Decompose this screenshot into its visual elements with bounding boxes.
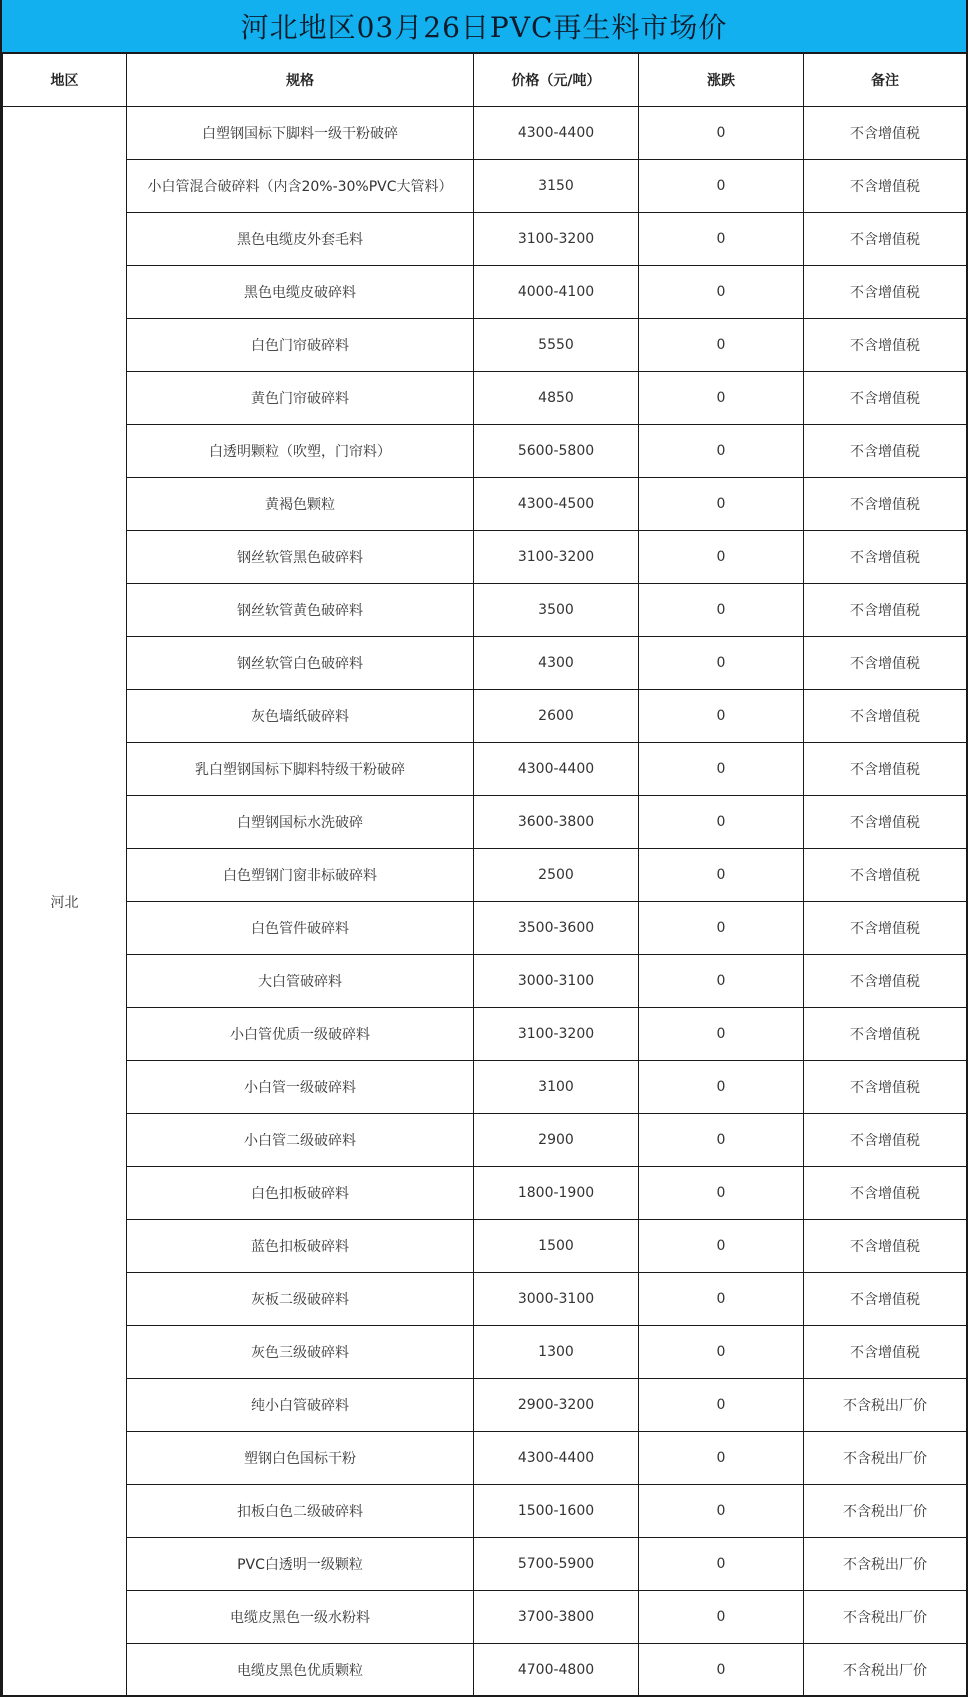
price-cell: 2900 <box>474 1114 639 1167</box>
change-cell: 0 <box>639 1644 804 1697</box>
note-cell: 不含增值税 <box>804 955 967 1008</box>
table-row <box>3 902 967 955</box>
table-row <box>3 1114 967 1167</box>
price-cell: 4300-4500 <box>474 478 639 531</box>
price-cell: 4300-4400 <box>474 743 639 796</box>
change-cell: 0 <box>639 902 804 955</box>
price-cell: 3100-3200 <box>474 531 639 584</box>
note-cell: 不含增值税 <box>804 1061 967 1114</box>
change-cell: 0 <box>639 1167 804 1220</box>
table-row <box>3 1061 967 1114</box>
change-cell: 0 <box>639 266 804 319</box>
spec-cell: 白色管件破碎料 <box>127 902 474 955</box>
price-cell: 3150 <box>474 160 639 213</box>
change-cell: 0 <box>639 1008 804 1061</box>
note-cell: 不含增值税 <box>804 425 967 478</box>
change-cell: 0 <box>639 531 804 584</box>
note-cell: 不含增值税 <box>804 637 967 690</box>
header-row <box>3 54 967 107</box>
change-cell: 0 <box>639 743 804 796</box>
table-row <box>3 1644 967 1697</box>
change-cell: 0 <box>639 1220 804 1273</box>
table-row <box>3 1167 967 1220</box>
note-cell: 不含增值税 <box>804 1114 967 1167</box>
spec-cell: 白色扣板破碎料 <box>127 1167 474 1220</box>
spec-cell: 白透明颗粒（吹塑，门帘料） <box>127 425 474 478</box>
change-cell: 0 <box>639 1485 804 1538</box>
spec-cell: 黄色门帘破碎料 <box>127 372 474 425</box>
price-cell: 4850 <box>474 372 639 425</box>
spec-cell: 白塑钢国标下脚料一级干粉破碎 <box>127 107 474 160</box>
price-cell: 1500 <box>474 1220 639 1273</box>
price-cell: 3500 <box>474 584 639 637</box>
spec-cell: 蓝色扣板破碎料 <box>127 1220 474 1273</box>
change-cell: 0 <box>639 319 804 372</box>
spec-cell: 钢丝软管白色破碎料 <box>127 637 474 690</box>
note-cell: 不含增值税 <box>804 213 967 266</box>
note-cell: 不含增值税 <box>804 1220 967 1273</box>
note-cell: 不含增值税 <box>804 796 967 849</box>
note-cell: 不含增值税 <box>804 743 967 796</box>
header-change: 涨跌 <box>639 54 804 107</box>
note-cell: 不含税出厂价 <box>804 1538 967 1591</box>
price-cell: 4000-4100 <box>474 266 639 319</box>
price-cell: 4300-4400 <box>474 1432 639 1485</box>
note-cell: 不含增值税 <box>804 1326 967 1379</box>
table-row <box>3 796 967 849</box>
price-cell: 1800-1900 <box>474 1167 639 1220</box>
note-cell: 不含税出厂价 <box>804 1432 967 1485</box>
header-region: 地区 <box>3 54 127 107</box>
price-cell: 4700-4800 <box>474 1644 639 1697</box>
table-row <box>3 266 967 319</box>
price-cell: 2600 <box>474 690 639 743</box>
spec-cell: 小白管一级破碎料 <box>127 1061 474 1114</box>
spec-cell: 纯小白管破碎料 <box>127 1379 474 1432</box>
change-cell: 0 <box>639 1273 804 1326</box>
note-cell: 不含税出厂价 <box>804 1591 967 1644</box>
price-cell: 3600-3800 <box>474 796 639 849</box>
change-cell: 0 <box>639 1432 804 1485</box>
region-cell: 河北 <box>3 107 127 1697</box>
change-cell: 0 <box>639 425 804 478</box>
table-row <box>3 160 967 213</box>
change-cell: 0 <box>639 637 804 690</box>
spec-cell: 黑色电缆皮外套毛料 <box>127 213 474 266</box>
note-cell: 不含增值税 <box>804 584 967 637</box>
price-cell: 2900-3200 <box>474 1379 639 1432</box>
title-bar <box>2 0 966 53</box>
price-cell: 5700-5900 <box>474 1538 639 1591</box>
note-cell: 不含增值税 <box>804 902 967 955</box>
note-cell: 不含增值税 <box>804 1273 967 1326</box>
change-cell: 0 <box>639 1538 804 1591</box>
price-cell: 3700-3800 <box>474 1591 639 1644</box>
spec-cell: 白色塑钢门窗非标破碎料 <box>127 849 474 902</box>
table-row <box>3 1432 967 1485</box>
change-cell: 0 <box>639 849 804 902</box>
change-cell: 0 <box>639 1591 804 1644</box>
change-cell: 0 <box>639 1379 804 1432</box>
note-cell: 不含增值税 <box>804 690 967 743</box>
table-row <box>3 584 967 637</box>
change-cell: 0 <box>639 1061 804 1114</box>
price-cell: 3100-3200 <box>474 1008 639 1061</box>
table-row <box>3 1220 967 1273</box>
price-table <box>2 53 967 1697</box>
table-row <box>3 1273 967 1326</box>
price-cell: 3100 <box>474 1061 639 1114</box>
table-row <box>3 637 967 690</box>
note-cell: 不含增值税 <box>804 478 967 531</box>
price-cell: 3100-3200 <box>474 213 639 266</box>
note-cell: 不含增值税 <box>804 160 967 213</box>
table-row <box>3 372 967 425</box>
price-cell: 5600-5800 <box>474 425 639 478</box>
spec-cell: 黄褐色颗粒 <box>127 478 474 531</box>
change-cell: 0 <box>639 372 804 425</box>
change-cell: 0 <box>639 107 804 160</box>
spec-cell: 钢丝软管黄色破碎料 <box>127 584 474 637</box>
price-cell: 3000-3100 <box>474 955 639 1008</box>
spec-cell: 白色门帘破碎料 <box>127 319 474 372</box>
price-cell: 4300 <box>474 637 639 690</box>
table-row <box>3 425 967 478</box>
change-cell: 0 <box>639 213 804 266</box>
header-price: 价格（元/吨） <box>474 54 639 107</box>
spec-cell: 白塑钢国标水洗破碎 <box>127 796 474 849</box>
note-cell: 不含增值税 <box>804 107 967 160</box>
spec-cell: 灰色三级破碎料 <box>127 1326 474 1379</box>
spec-cell: 灰色墙纸破碎料 <box>127 690 474 743</box>
table-row <box>3 319 967 372</box>
spec-cell: 扣板白色二级破碎料 <box>127 1485 474 1538</box>
page-title: 河北地区03月26日PVC再生料市场价 <box>240 11 728 44</box>
note-cell: 不含增值税 <box>804 319 967 372</box>
change-cell: 0 <box>639 584 804 637</box>
change-cell: 0 <box>639 955 804 1008</box>
price-cell: 3000-3100 <box>474 1273 639 1326</box>
spec-cell: 小白管优质一级破碎料 <box>127 1008 474 1061</box>
change-cell: 0 <box>639 1326 804 1379</box>
spec-cell: 电缆皮黑色一级水粉料 <box>127 1591 474 1644</box>
spec-cell: PVC白透明一级颗粒 <box>127 1538 474 1591</box>
table-row <box>3 531 967 584</box>
price-cell: 1500-1600 <box>474 1485 639 1538</box>
note-cell: 不含增值税 <box>804 372 967 425</box>
spec-cell: 小白管混合破碎料（内含20%-30%PVC大管料） <box>127 160 474 213</box>
note-cell: 不含税出厂价 <box>804 1485 967 1538</box>
table-row <box>3 1591 967 1644</box>
note-cell: 不含增值税 <box>804 849 967 902</box>
change-cell: 0 <box>639 796 804 849</box>
price-cell: 2500 <box>474 849 639 902</box>
spec-cell: 塑钢白色国标干粉 <box>127 1432 474 1485</box>
note-cell: 不含增值税 <box>804 1167 967 1220</box>
note-cell: 不含税出厂价 <box>804 1379 967 1432</box>
spec-cell: 乳白塑钢国标下脚料特级干粉破碎 <box>127 743 474 796</box>
change-cell: 0 <box>639 160 804 213</box>
note-cell: 不含增值税 <box>804 531 967 584</box>
spec-cell: 电缆皮黑色优质颗粒 <box>127 1644 474 1697</box>
table-row <box>3 690 967 743</box>
header-note: 备注 <box>804 54 967 107</box>
price-cell: 5550 <box>474 319 639 372</box>
spec-cell: 钢丝软管黑色破碎料 <box>127 531 474 584</box>
header-spec: 规格 <box>127 54 474 107</box>
table-row <box>3 1008 967 1061</box>
table-row <box>3 107 967 160</box>
table-row <box>3 1326 967 1379</box>
table-row <box>3 1485 967 1538</box>
change-cell: 0 <box>639 478 804 531</box>
spec-cell: 黑色电缆皮破碎料 <box>127 266 474 319</box>
table-row <box>3 743 967 796</box>
table-row <box>3 955 967 1008</box>
table-row <box>3 1379 967 1432</box>
change-cell: 0 <box>639 690 804 743</box>
table-row <box>3 1538 967 1591</box>
table-row <box>3 849 967 902</box>
note-cell: 不含增值税 <box>804 266 967 319</box>
table-body <box>3 107 967 1697</box>
spec-cell: 灰板二级破碎料 <box>127 1273 474 1326</box>
change-cell: 0 <box>639 1114 804 1167</box>
price-cell: 4300-4400 <box>474 107 639 160</box>
note-cell: 不含增值税 <box>804 1008 967 1061</box>
spec-cell: 大白管破碎料 <box>127 955 474 1008</box>
note-cell: 不含税出厂价 <box>804 1644 967 1697</box>
table-row <box>3 478 967 531</box>
table-row <box>3 213 967 266</box>
spec-cell: 小白管二级破碎料 <box>127 1114 474 1167</box>
price-cell: 1300 <box>474 1326 639 1379</box>
price-cell: 3500-3600 <box>474 902 639 955</box>
